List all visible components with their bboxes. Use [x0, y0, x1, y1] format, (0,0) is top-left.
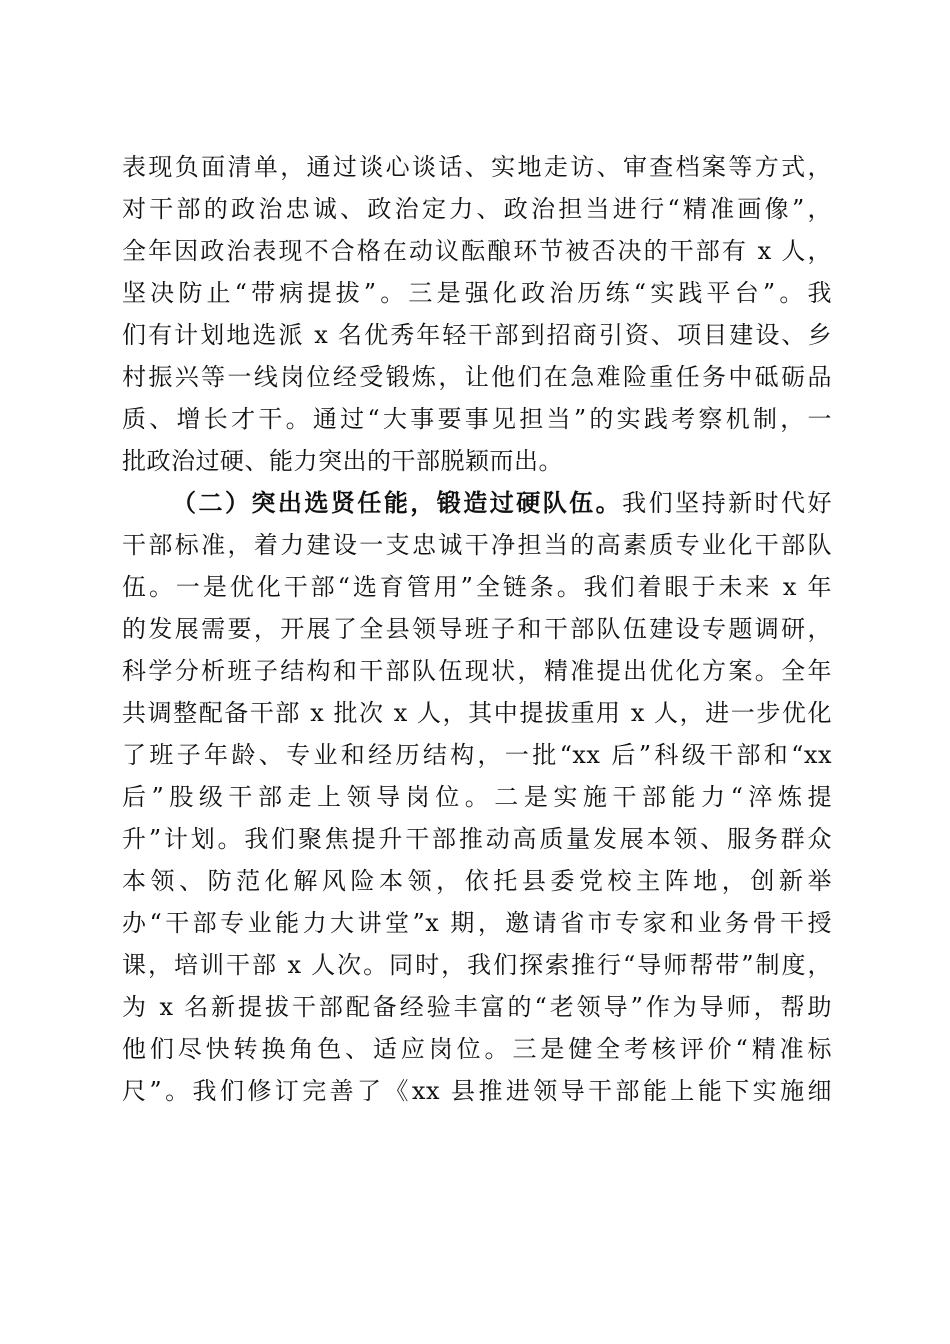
text-line: 他们尽快转换角色、适应岗位。三是健全考核评价“精准标 — [122, 1035, 832, 1063]
text-line: 尺”。我们修订完善了《xx 县推进领导干部能上能下实施细 — [122, 1077, 832, 1105]
text-line: 坚决防止“带病提拔”。三是强化政治历练“实践平台”。我 — [122, 279, 832, 307]
text-line: 办“干部专业能力大讲堂”x 期，邀请省市专家和业务骨干授 — [122, 909, 832, 937]
section-heading-line — [122, 482, 832, 524]
text-segment: 我们坚持新时代好 — [622, 489, 833, 517]
text-line: 批政治过硬、能力突出的干部脱颖而出。 — [122, 447, 563, 475]
body-text — [122, 146, 832, 1112]
text-line: 们有计划地选派 x 名优秀年轻干部到招商引资、项目建设、乡 — [122, 321, 832, 349]
text-line: 表现负面清单，通过谈心谈话、实地走访、审查档案等方式， — [122, 153, 832, 181]
text-line: 课，培训干部 x 人次。同时，我们探索推行“导师帮带”制度， — [122, 951, 832, 979]
text-line: 共调整配备干部 x 批次 x 人，其中提拔重用 x 人，进一步优化 — [122, 699, 832, 727]
text-line: 全年因政治表现不合格在动议酝酿环节被否决的干部有 x 人， — [122, 237, 832, 265]
text-line: 科学分析班子结构和干部队伍现状，精准提出优化方案。全年 — [122, 657, 832, 685]
text-line: 村振兴等一线岗位经受锻炼，让他们在急难险重任务中砥砺品 — [122, 363, 832, 391]
text-line: 干部标准，着力建设一支忠诚干净担当的高素质专业化干部队 — [122, 531, 832, 559]
text-line: 对干部的政治忠诚、政治定力、政治担当进行“精准画像”， — [122, 195, 832, 223]
text-line: 伍。一是优化干部“选育管用”全链条。我们着眼于未来 x 年 — [122, 573, 832, 601]
text-line: 了班子年龄、专业和经历结构，一批“xx 后”科级干部和“xx — [122, 741, 832, 769]
text-line: 质、增长才干。通过“大事要事见担当”的实践考察机制，一 — [122, 405, 832, 433]
text-line: 为 x 名新提拔干部配备经验丰富的“老领导”作为导师，帮助 — [122, 993, 832, 1021]
text-line: 本领、防范化解风险本领，依托县委党校主阵地，创新举 — [122, 867, 832, 895]
text-line: 的发展需要，开展了全县领导班子和干部队伍建设专题调研， — [122, 615, 832, 643]
section-heading: （二）突出选贤任能，锻造过硬队伍。 — [172, 488, 623, 517]
text-line: 升”计划。我们聚焦提升干部推动高质量发展本领、服务群众 — [122, 825, 832, 853]
text-line: 后”股级干部走上领导岗位。二是实施干部能力“淬炼提 — [122, 783, 832, 811]
